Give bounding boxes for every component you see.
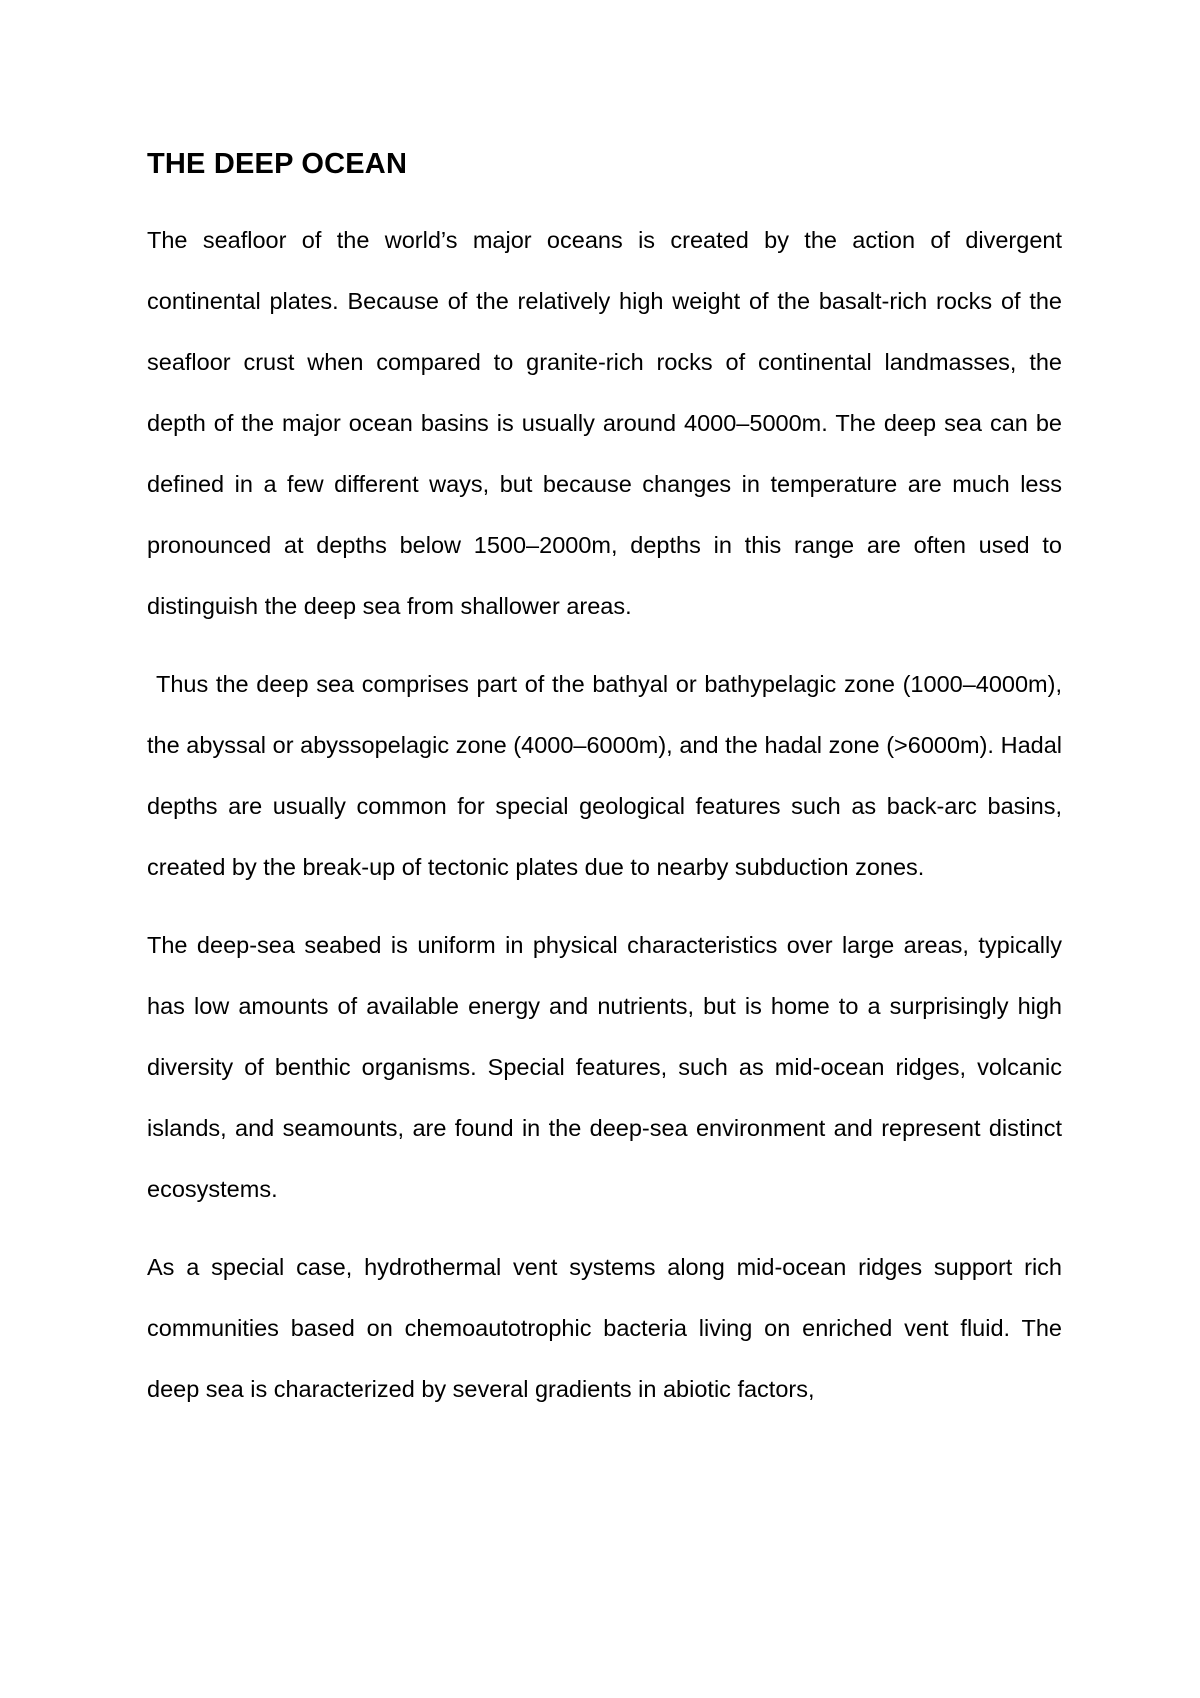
paragraph: Thus the deep sea comprises part of the bathyal or bathypelagic zone (1000–4000m), the abyssal or abyssopelagic zone (4000–6000m), and the hadal zone (>6000m). Hadal depths are usually common for special geological features such as back-arc basins, created by the break-up of tectonic plates due to nearby subduction zones. bbox=[147, 671, 1062, 880]
paragraph: The seafloor of the world’s major oceans is created by the action of divergent continental plates. Because of the relatively high weight of the basalt-rich rocks of the seafloor crust when compared to granite-rich rocks of continental landmasses, the depth of the major ocean basins is usually around 4000–5000m. The deep sea can be defined in a few different ways, but because changes in temperature are much less pronounced at depths below 1500–2000m, depths in this range are often used to distinguish the deep sea from shallower areas. bbox=[147, 227, 1062, 619]
document-title: THE DEEP OCEAN bbox=[147, 148, 408, 180]
paragraph: The deep-sea seabed is uniform in physical characteristics over large areas, typically has low amounts of available energy and nutrients, but is home to a surprisingly high diversity of benthic organisms. Special features, such as mid-ocean ridges, volcanic islands, and seamounts, are found in the deep-sea environment and represent distinct ecosystems. bbox=[147, 932, 1062, 1202]
document-body bbox=[147, 145, 1062, 1437]
paragraph: As a special case, hydrothermal vent systems along mid-ocean ridges support rich communities based on chemoautotrophic bacteria living on enriched vent fluid. The deep sea is characterized by several gradients in abiotic factors, bbox=[147, 1254, 1062, 1402]
